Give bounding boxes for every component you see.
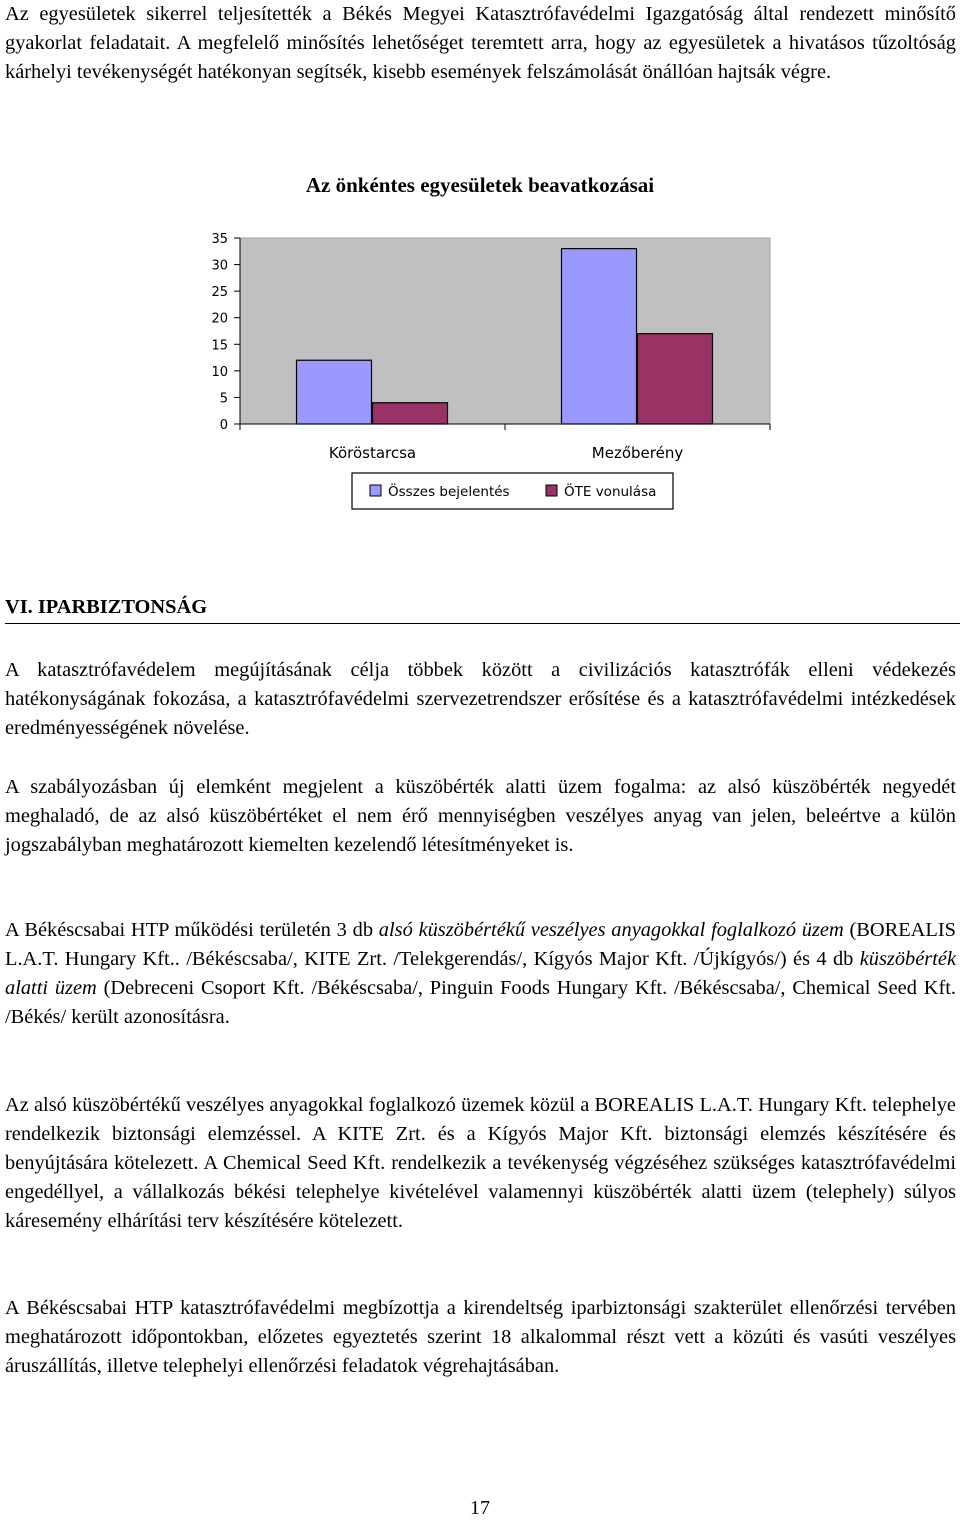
paragraph-3-text-3: (Debreceni Csoport Kft. /Békéscsaba/, Pinguin Foods Hungary Kft. /Békéscsaba/, Chemical Seed Kft. /Békés/ került azonosításra. xyxy=(5,977,956,1028)
legend-label: Összes bejelentés xyxy=(388,484,510,500)
section-heading: VI. IPARBIZTONSÁG xyxy=(5,594,960,624)
paragraph-3-italic-1: alsó küszöbértékű veszélyes anyagokkal foglalkozó üzem xyxy=(378,919,844,941)
legend-swatch xyxy=(546,485,557,496)
bar-0-1 xyxy=(373,403,448,424)
y-tick-label: 0 xyxy=(219,418,228,433)
chart-plot-area xyxy=(211,232,770,462)
page-number: 17 xyxy=(470,1497,490,1519)
paragraph-4: Az alsó küszöbértékű veszélyes anyagokkal foglalkozó üzemek közül a BOREALIS L.A.T. Hungary Kft. telephelye rendelkezik biztonsági elemzéssel. A KITE Zrt. és a Kígyós Major Kft. biztonsági elemzés készítésére és benyújtására kötelezett. A Chemical Seed Kft. rendelkezik a tevékenység végzéséhez szükséges katasztrófavédelmi engedéllyel, a vállalkozás békési telephelye kivételével valamennyi küszöbérték alatti üzem (telephely) súlyos káresemény elhárítási terv készítésére kötelezett. xyxy=(5,1094,956,1232)
bar-0-0 xyxy=(297,360,372,424)
y-tick-label: 35 xyxy=(211,232,228,247)
legend-swatch xyxy=(370,485,381,496)
legend-label: ÖTE vonulása xyxy=(564,484,657,500)
paragraph-1: A katasztrófavédelem megújításának célja többek között a civilizációs katasztrófák elleni védekezés hatékonyságának fokozása, a katasztrófavédelmi szervezetrendszer erősítése és a katasztrófavédelmi intézkedések eredményességének növelése. xyxy=(5,659,956,739)
paragraph-3-text-1: A Békéscsabai HTP működési területén 3 db xyxy=(5,919,379,941)
paragraph-3 xyxy=(5,916,956,1032)
y-tick-label: 30 xyxy=(211,258,228,274)
y-tick-label: 20 xyxy=(211,311,228,327)
y-tick-label: 5 xyxy=(219,391,228,407)
interventions-chart xyxy=(0,160,960,520)
x-category-label: Mezőberény xyxy=(591,444,684,462)
x-category-label: Köröstarcsa xyxy=(328,444,417,462)
y-tick-label: 10 xyxy=(211,364,228,380)
paragraph-3-text-2: (BOREALIS L.A.T. Hungary Kft.. /Békéscsaba/, KITE Zrt. /Telekgerendás/, Kígyós Major Kft. /Újkígyós/) és 4 db xyxy=(5,919,956,970)
chart-legend xyxy=(352,473,673,509)
paragraph-2: A szabályozásban új elemként megjelent a küszöbérték alatti üzem fogalma: az alsó küszöbérték negyedét meghaladó, de az alsó küszöbértéket el nem érő mennyiségben veszélyes anyag van jelen, beleértve a külön jogszabályban meghatározott kiemelten kezelendő létesítményeket is. xyxy=(5,776,956,856)
intro-paragraph: Az egyesületek sikerrel teljesítették a Békés Megyei Katasztrófavédelmi Igazgatóság által rendezett minősítő gyakorlat feladatait. A megfelelő minősítés lehetőséget teremtett arra, hogy az egyesületek a hivatásos tűzoltóság kárhelyi tevékenységét hatékonyan segítsék, kisebb események felszámolását önállóan hajtsák végre. xyxy=(5,3,956,83)
paragraph-5: A Békéscsabai HTP katasztrófavédelmi megbízottja a kirendeltség iparbiztonsági szakterület ellenőrzési tervében meghatározott időpontokban, előzetes egyeztetés szerint 18 alkalommal részt vett a közúti és vasúti veszélyes áruszállítás, illetve telephelyi ellenőrzési feladatok végrehajtásában. xyxy=(5,1297,956,1377)
y-tick-label: 25 xyxy=(211,285,228,301)
bar-1-1 xyxy=(638,334,713,424)
bar-1-0 xyxy=(562,249,637,424)
paragraph-3-italic-2: küszöbérték alatti üzem xyxy=(5,948,956,999)
y-tick-label: 15 xyxy=(211,338,228,354)
chart-title: Az önkéntes egyesületek beavatkozásai xyxy=(305,173,655,197)
